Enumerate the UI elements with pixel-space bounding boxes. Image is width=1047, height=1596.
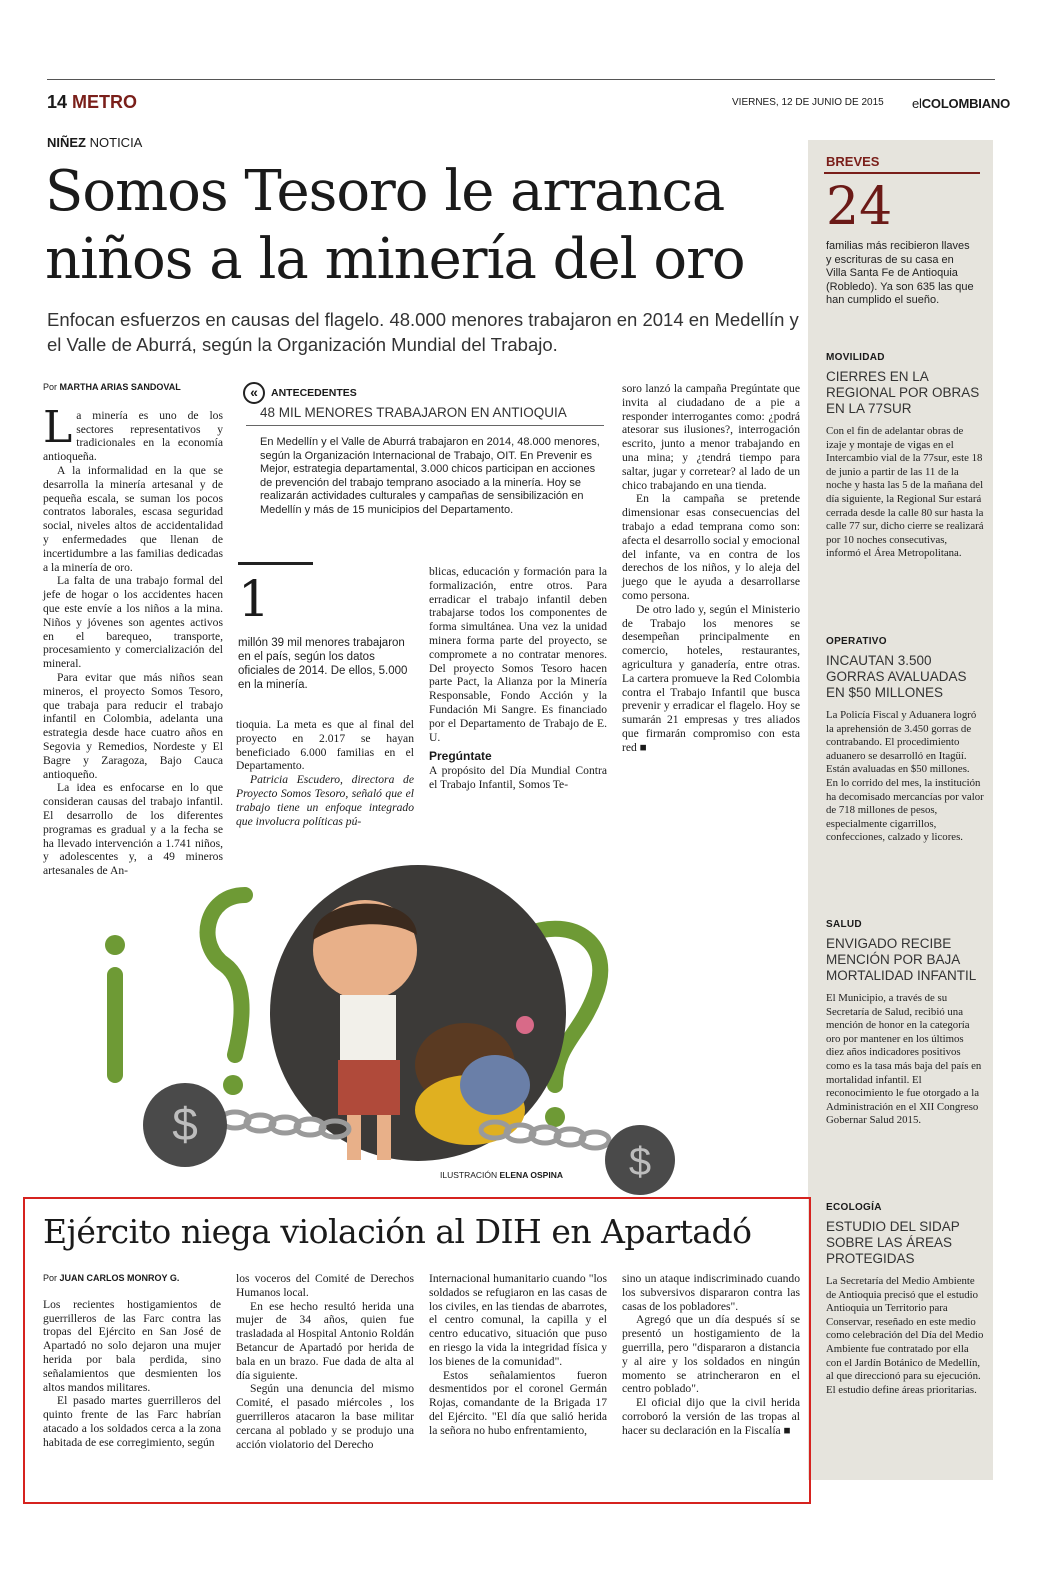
kicker (47, 135, 142, 150)
brief-headline: ENVIGADO RECIBE MENCIÓN POR BAJA MORTALIDAD INFANTIL (826, 936, 977, 983)
article-column-4 (622, 382, 800, 755)
paragraph: tioquia. La meta es que al final del proyecto en 2.017 se hayan beneficiado 6.000 familias en el Departamento. (236, 718, 414, 773)
paragraph: blicas, educación y formación para la formalización, entre otros. Para erradicar el trabajo infantil deben trabajarse todos los componentes de forma simultánea. Una vez la unidad minera forma parte del proyecto, se compromete a no contratar menores. Del proyecto Somos Tesoro hacen parte Pact, la Alianza por la Minería Responsable, Fondo Acción y la Fundación Mi Sangre. Es financiado por el Departamento de Trabajo de E. U. (429, 565, 607, 744)
paragraph: A la informalidad en la que se desarrolla la minería artesanal y de pequeña escala, se suman los pocos contratos laborales, escasa seguridad social, niveles altos de accidentalidad y enfermedades que llenan de incertidumbre a las familias dedicadas a la minería de oro. (43, 463, 223, 574)
paragraph: Los recientes hostigamientos de guerrilleros de las Farc contra las tropas del Ejército en San José de Apartadó no solo dejaron una mujer herida por bala perdida, sino señalamientos que desmienten los altos mandos militares. (43, 1297, 221, 1394)
paragraph: a minería es uno de los sectores representativos y tradicionales en la economía antioqueña. (43, 408, 223, 464)
article2-column-4 (622, 1272, 800, 1438)
paragraph: Para evitar que más niños sean mineros, el proyecto Somos Tesoro, que trabaja para reducir el trabajo infantil en Colombia, adelanta una estrategia desde hace cuatro años en Segovia y Remedios, Nordeste y El Bagre y Zaragoza, Bajo Cauca antioqueño. (43, 670, 223, 781)
byline (43, 381, 223, 395)
section-name: METRO (72, 92, 138, 112)
brief-item (826, 636, 984, 845)
brief-body: El Municipio, a través de su Secretaría de Salud, recibió una mención de honor en la categoría oro por mantener en los últimos diez años indicadores positivos como es la tasa más baja del país en mortalidad infantil. El reconocimiento le fue otorgado a la Administración en el XII Congreso Gobernar Salud 2015. (826, 992, 982, 1127)
article-column-2 (236, 718, 414, 828)
brief-category: OPERATIVO (826, 636, 887, 647)
headline-secondary: Ejército niega violación al DIH en Apartadó (43, 1212, 752, 1251)
byline-prefix: Por (43, 1273, 58, 1283)
dateline: VIERNES, 12 DE JUNIO DE 2015 (732, 97, 884, 108)
header-rule (47, 79, 995, 80)
paragraph: Internacional humanitario cuando "los soldados se refugiaron en las casas de los civiles, en las tiendas de abarrotes, el centro comunal, la capilla y el centro educativo, situación que puso en riesgo la vida la integridad física y los bienes de la comunidad". (429, 1272, 607, 1368)
paragraph: los voceros del Comité de Derechos Humanos local. (236, 1272, 414, 1299)
paragraph: Estos señalamientos fueron desmentidos por el coronel Germán Rojas, comandante de la Brigada 17 del Ejército. "El día que salió herida la señora no hubo enfrentamiento, (429, 1368, 607, 1437)
paragraph: El pasado martes guerrilleros del quinto frente de las Farc habrían atacado a los soldados cerca a la zona habitada de ese corregimiento, según (43, 1394, 221, 1449)
article2-column-3 (429, 1272, 607, 1438)
brief-item (826, 352, 984, 561)
page-number (47, 92, 137, 113)
paragraph: La idea es enfocarse en lo que consideran causas del trabajo infantil. El desarrollo de los diferentes programas es gradual y a la fecha se ha llevado intervención a 1.741 niños, y adolescentes y, a 49 mineros artesanales de An- (43, 781, 223, 878)
question-dot-icon (105, 935, 125, 955)
big-number-rule (238, 562, 313, 565)
big-number-text: millón 39 mil menores trabajaron en el país, según los datos oficiales de 2014. De ellos, 5.000 en la minería. (238, 637, 408, 691)
paragraph: soro lanzó la campaña Pregúntate que invita al ciudadano de a pie a responder interrogantes como: ¿podrá atesorar sus ilusiones?, interrogación escrito, junto a menor trabajando en una mina; y ¿tendrá tiempo para saltar, jugar y corretear? al lado de un chico trabajando en una tienda. (622, 382, 800, 492)
byline-name: MARTHA ARIAS SANDOVAL (59, 382, 181, 392)
sidebar-rule (824, 172, 980, 174)
brief-category: SALUD (826, 919, 862, 930)
brief-item (826, 919, 984, 1128)
article2-column-1 (43, 1272, 221, 1450)
paragraph: De otro lado y, según el Ministerio de Trabajo los menores se desempeñan principalmente en comercio, hoteles, restaurantes, agricultura y ganadería, entre otras. La cartera promueve la Red Colombia contra el Trabajo Infantil que busca prevenir y erradicar el flagelo. Hoy se sumarán 21 empresas y tres aliados que firmarán compromiso con esta red ■ (622, 602, 800, 754)
paragraph: En ese hecho resultó herida una mujer de 34 años, quien fue trasladada al Hospital Antonio Roldán Betancur de Apartadó por herida de bala en un brazo. Fue dada de alta al día siguiente. (236, 1299, 414, 1382)
article2-column-2 (236, 1272, 414, 1451)
paragraph: En la campaña se pretende dimensionar esas consecuencias del trabajo a edad temprana como son: afecta el desarrollo social y emocional del infante, va en contra de los derechos de los niños, y lo aleja del juego que le ayuda a desarrollarse como persona. (622, 492, 801, 602)
kicker-type: NOTICIA (89, 135, 143, 150)
brief-headline: ESTUDIO DEL SIDAP SOBRE LAS ÁREAS PROTEGIDAS (826, 1219, 960, 1266)
brief-headline: CIERRES EN LA REGIONAL POR OBRAS EN LA 77SUR (826, 369, 980, 416)
illustration (95, 835, 705, 1195)
paragraph: El oficial dijo que la civil herida corroboró la versión de las tropas al hacer su declaración en la Fiscalía ■ (622, 1396, 800, 1437)
illustration-credit (440, 1170, 563, 1180)
big-number: 1 (238, 570, 270, 628)
sidebar-title: BREVES (826, 154, 880, 169)
antecedentes-header (243, 382, 599, 404)
brief-body: Con el fin de adelantar obras de izaje y montaje de vigas en el Intercambio vial de la 77sur, este 18 de junio a partir de las 11 de la noche y hasta las 5 de la mañana del día siguiente, la Regional Sur estará cerrada desde la calle 80 sur hasta la calle 77 sur, dicho cierre se realizará por 10 noches consecutivas, informó el Área Metropolitana. (826, 425, 984, 560)
headline-line-2: niños a la minería del oro (45, 227, 745, 292)
paragraph: La falta de una trabajo formal del jefe de hogar o los accidentes hacen que este envíe a los niños a la mina. Niños y jóvenes son agentes activos en el barequeo, transporte, procesamiento y comercialización del mineral. (43, 574, 223, 671)
brief-headline: INCAUTAN 3.500 GORRAS AVALUADAS EN $50 MILLONES (826, 653, 967, 700)
subheading: Pregúntate (429, 749, 492, 764)
brand-prefix: el (912, 96, 922, 111)
dollar-icon: $ (172, 1098, 198, 1150)
deck: Enfocan esfuerzos en causas del flagelo. 48.000 menores trabajaron en 2014 en Medellín y el Valle de Aburrá, según la Organización Mundial del Trabajo. (47, 309, 799, 355)
article-column-1 (43, 381, 223, 878)
brief-category: MOVILIDAD (826, 352, 885, 363)
antecedentes-body: En Medellín y el Valle de Aburrá trabajaron en 2014, 48.000 menores, según la Organización Internacional de Trabajo, OIT. En Prevenir es Mejor, estrategia departamental, 3.000 chicos participan en acciones de prevención del trabajo temprano asociado a la minería. Hoy se realizarán actividades culturales y campañas de sensibilización en Medellín y más de 15 municipios del Departamento. (260, 436, 600, 516)
question-dot-icon (545, 1107, 565, 1127)
paragraph: Según una denuncia del mismo Comité, el pasado miércoles , los guerrilleros atacaron la base militar cercana al poblado y se produjo una acción violatorio del Derecho (236, 1382, 414, 1451)
byline (43, 1272, 221, 1286)
paragraph: A propósito del Día Mundial Contra el Trabajo Infantil, Somos Te- (429, 764, 607, 791)
brief-body: La Secretaría del Medio Ambiente de Antioquia precisó que el estudio Antioquia un Territorio para Conservar, reseñado en este medio como celebración del Día del Medio Ambiente fue contratado por ella con el Jardín Botánico de Medellín, al que direccionó para su ejecución. El estudio define áreas prioritarias. (826, 1275, 984, 1396)
paragraph: Patricia Escudero, directora de Proyecto Somos Tesoro, señaló que el trabajo tiene un enfoque integrado que involucra políticas pú- (236, 773, 414, 828)
credit-prefix: ILUSTRACIÓN (440, 1170, 498, 1180)
paragraph: sino un ataque indiscriminado cuando los subversivos dispararon contra las casas de los pobladores". (622, 1272, 800, 1313)
antecedentes-rule (246, 425, 604, 426)
sidebar-number-text: familias más recibieron llaves y escrituras de su casa en Villa Santa Fe de Antioquia (Robledo). Ya son 635 las que han cumplido el sueño. (826, 240, 974, 306)
headline (45, 158, 815, 294)
chevron-left-icon: « (243, 382, 265, 404)
byline-name: JUAN CARLOS MONROY G. (59, 1273, 180, 1283)
brief-item (826, 1202, 984, 1397)
antecedentes-title: 48 MIL MENORES TRABAJARON EN ANTIOQUIA (260, 405, 567, 420)
dollar-icon: $ (628, 1140, 652, 1184)
question-dot-icon (223, 1075, 243, 1095)
brief-category: ECOLOGÍA (826, 1202, 882, 1213)
brand-name: COLOMBIANO (921, 96, 1010, 111)
headline-line-1: Somos Tesoro le arranca (45, 159, 725, 224)
brief-body: La Policía Fiscal y Aduanera logró la aprehensión de 3.450 gorras de contrabando. El procedimiento aduanero se desarrolló en Itagüí. Están avaluadas en $50 millones. En lo corrido del mes, la institución ha decomisado mercancías por valor de 718 millones de pesos, especialmente cigarrillos, confecciones, calzado y licores. (826, 709, 984, 844)
byline-prefix: Por (43, 382, 58, 392)
paragraph: Agregó que un día después sí se presentó un hostigamiento de la guerrilla, pero "dispararon a distancia y al aire y los soldados en ningún momento se atrincheraron en el centro poblado". (622, 1313, 800, 1396)
drop-cap: L (43, 401, 73, 453)
kicker-section: NIÑEZ (47, 135, 86, 150)
sidebar-big-number: 24 (826, 177, 893, 237)
newspaper-brand (912, 96, 1010, 111)
article-column-3 (429, 565, 607, 792)
antecedentes-label: ANTECEDENTES (271, 387, 357, 399)
page-number-value: 14 (47, 92, 68, 112)
credit-name: ELENA OSPINA (499, 1170, 563, 1180)
